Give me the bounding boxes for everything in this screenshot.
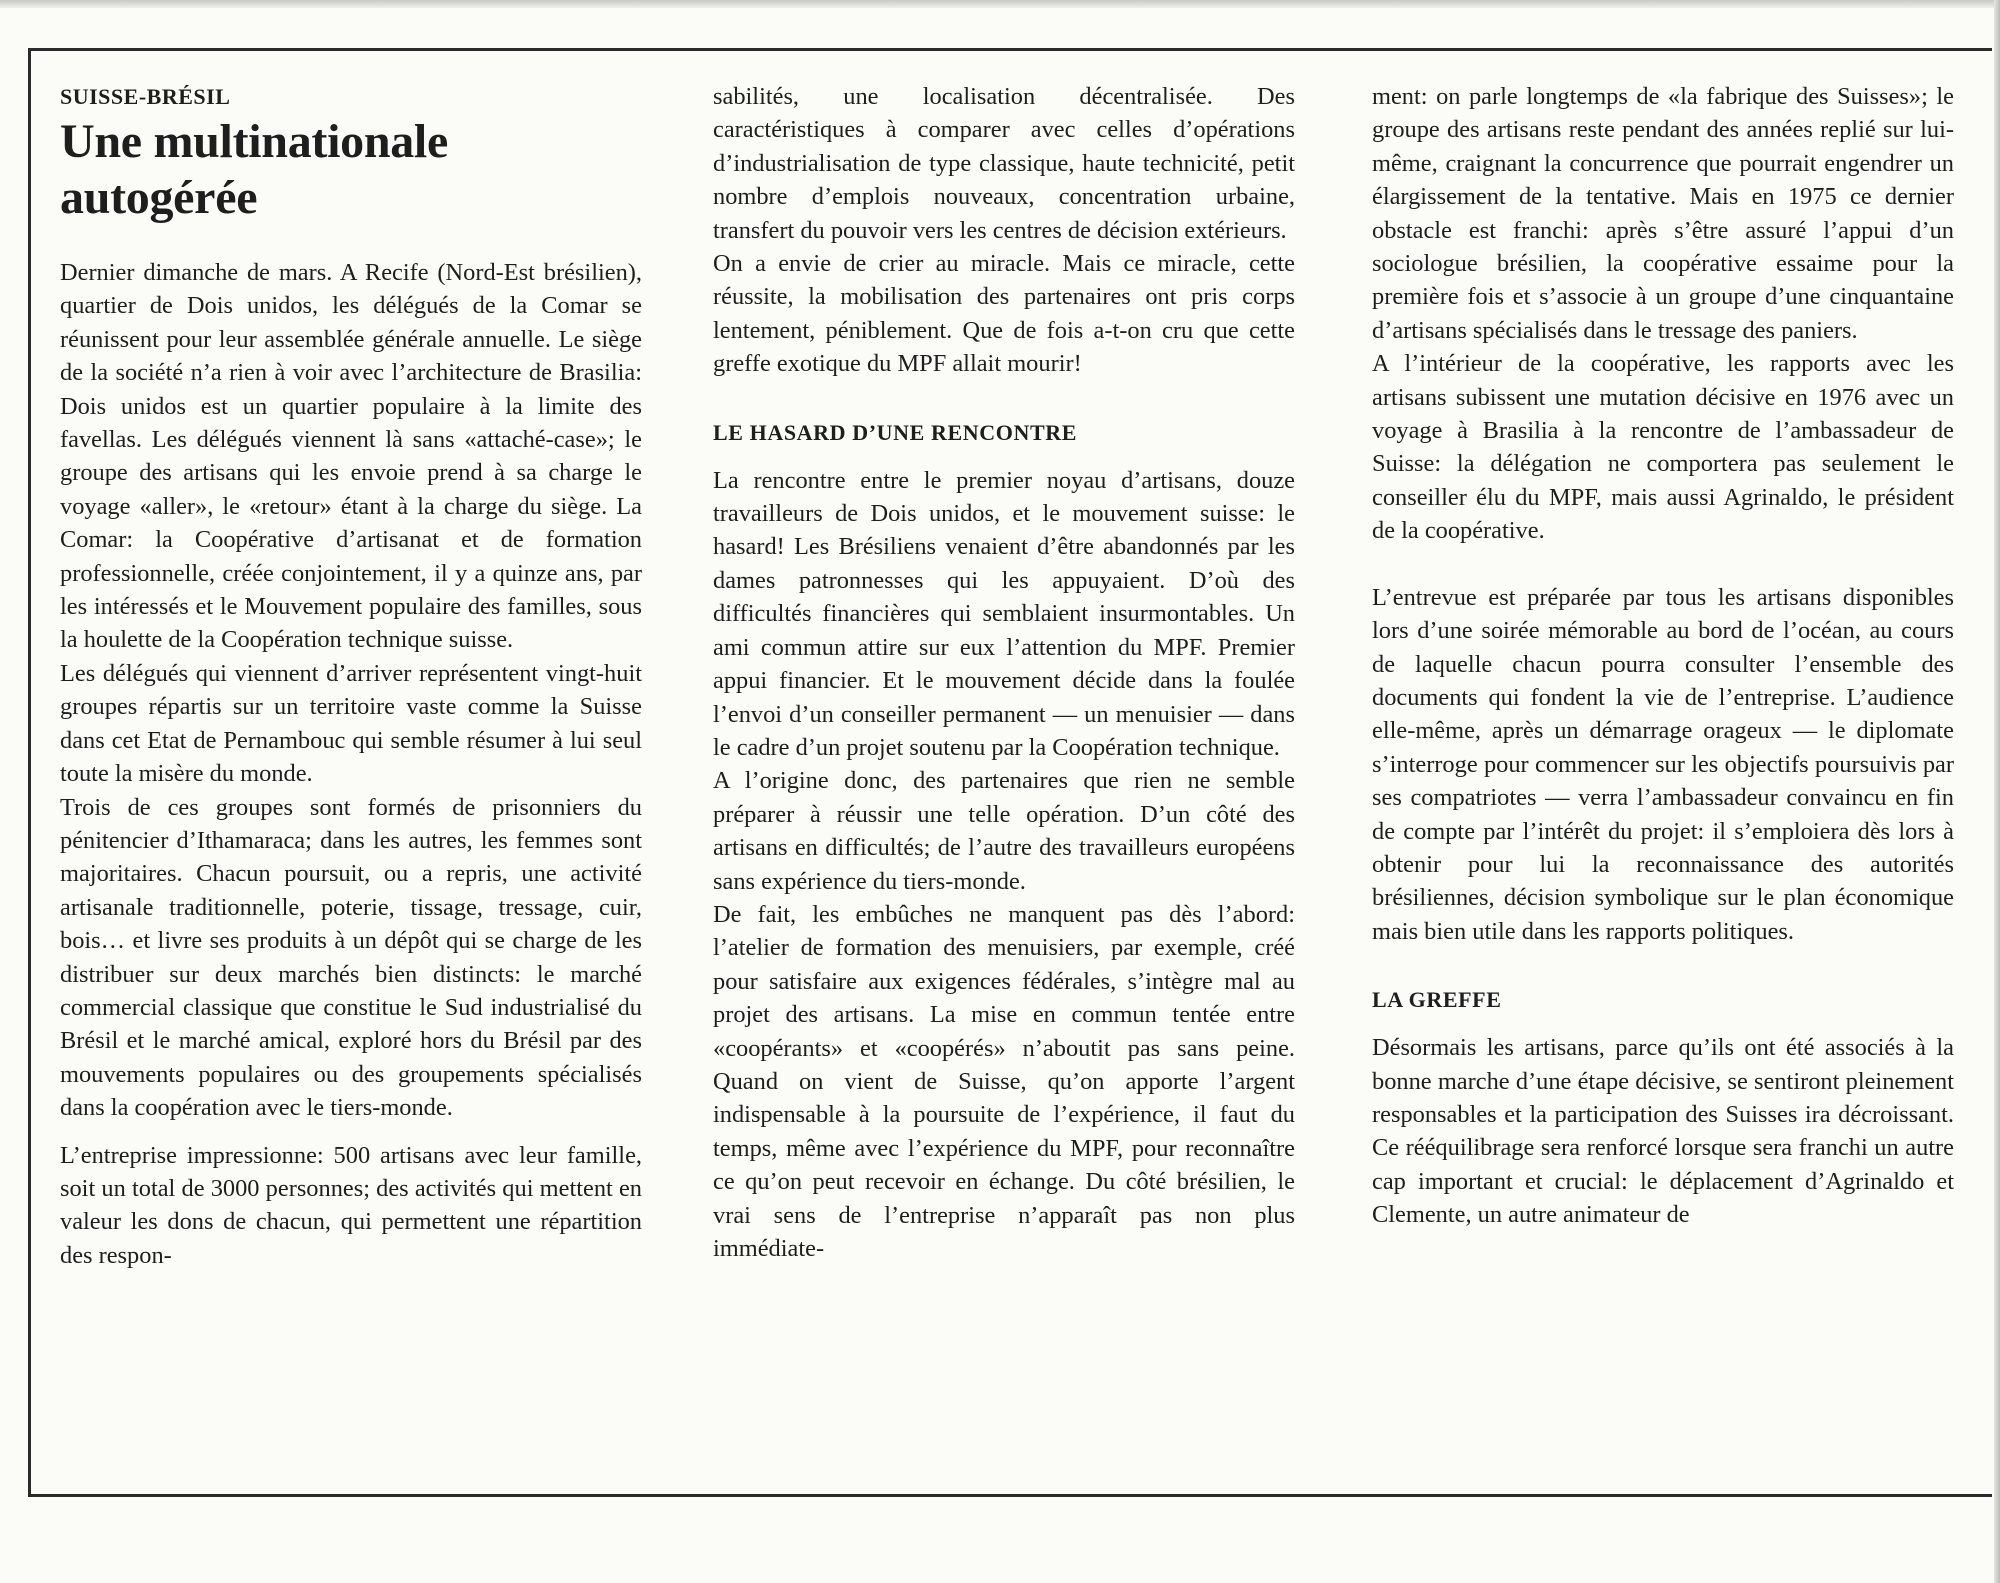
paragraph: Les délégués qui viennent d’arriver représentent vingt-huit groupes répartis sur un territoire vaste comme la Suisse dans cet Etat de Pernambouc qui semble résumer à lui seul toute la misère du monde.	[60, 659, 642, 788]
paragraph: A l’origine donc, des partenaires que rien ne semble préparer à réussir une telle opération. D’un côté des artisans en difficultés; de l’autre des travailleurs européens sans expérience du tiers-monde.	[713, 767, 1295, 895]
paragraph-gap	[60, 1125, 642, 1139]
section-heading: LA GREFFE	[1372, 987, 1502, 1013]
paragraph: Désormais les artisans, parce qu’ils ont été associés à la bonne marche d’une étape décisive, se sentiront pleinement responsables et la participation des Suisses ira décroissant. Ce rééquilibrage sera renforcé lorsque sera franchi un autre cap important et crucial: le déplacement d’Agrinaldo et Clemente, un autre animateur de	[1372, 1034, 1954, 1229]
section-heading: LE HASARD D’UNE RENCONTRE	[713, 419, 1077, 445]
section-gap	[1372, 948, 1954, 981]
article-title: Une multinationale autogérée	[60, 115, 448, 224]
paragraph: L’entrevue est préparée par tous les artisans disponibles lors d’une soirée mémorable au bord de l’océan, au cours de laquelle chacun pourra consulter l’ensemble des documents qui fondent la vie de l’entreprise. L’audience elle-même, après un démarrage orageux — le diplomate s’interroge pour commencer sur les objectifs poursuivis par ses compatriotes — verra l’ambassadeur convaincu en fin de compte par l’intérêt du projet: il s’emploiera dès lors à obtenir pour lui la reconnaissance des autorités brésiliennes, décision symbolique sur le plan économique mais bien utile dans les rapports politiques.	[1372, 583, 1954, 945]
paragraph: Trois de ces groupes sont formés de prisonniers du pénitencier d’Ithamaraca; dans les autres, les femmes sont majoritaires. Chacun poursuit, ou a repris, une activité artisanale traditionnelle, poterie, tissage, tressage, cuir, bois… et livre ses produits à un dépôt qui se charge de les distribuer sur deux marchés bien distincts: le marché commercial classique que constitue le Sud industrialisé du Brésil et le marché amical, exploré hors du Brésil par des mouvements populaires ou des groupements spécialisés dans la coopération avec le tiers-monde.	[60, 793, 642, 1122]
paragraph: De fait, les embûches ne manquent pas dès l’abord: l’atelier de formation des menuisiers, par exemple, créé pour satisfaire aux exigences fédérales, s’intègre mal au projet des artisans. La mise en commun tentée entre «coopérants» et «coopérés» n’aboutit pas sans peine. Quand on vient de Suisse, qu’on apporte l’argent indispensable à la poursuite de l’expérience, il faut du temps, même avec l’expérience du MPF, pour reconnaître ce qu’on peut recevoir en échange. Du côté brésilien, le vrai sens de l’entreprise n’apparaît pas non plus immédiate-	[713, 900, 1295, 1262]
paragraph: sabilités, une localisation décentralisée. Des caractéristiques à comparer avec celles d’opérations d’industrialisation de type classique, haute technicité, petit nombre d’emplois nouveaux, concentration urbaine, transfert du pouvoir vers les centres de décision extérieurs.	[713, 83, 1295, 244]
paragraph: On a envie de crier au miracle. Mais ce miracle, cette réussite, la mobilisation des partenaires ont pris corps lentement, péniblement. Que de fois a-t-on cru que cette greffe exotique du MPF allait mourir!	[713, 250, 1295, 378]
column-3	[1372, 80, 1954, 1460]
paragraph: A l’intérieur de la coopérative, les rapports avec les artisans subissent une mutation décisive en 1976 avec un voyage à Brasilia à la rencontre de l’ambassadeur de Suisse: la délégation ne comportera pas seulement le conseiller élu du MPF, mais aussi Agrinaldo, le président de la coopérative.	[1372, 350, 1954, 545]
article-kicker: SUISSE-BRÉSIL	[60, 84, 231, 109]
section-gap	[713, 381, 1295, 414]
column-1	[60, 80, 642, 1460]
column-2	[713, 80, 1295, 1460]
paragraph-gap	[1372, 548, 1954, 581]
scan-right-edge	[1994, 0, 2000, 1583]
scan-top-edge	[0, 0, 2000, 8]
paragraph: La rencontre entre le premier noyau d’artisans, douze travailleurs de Dois unidos, et le mouvement suisse: le hasard! Les Brésiliens venaient d’être abandonnés par les dames patronnesses qui les appuyaient. D’où des difficultés financières qui semblaient insurmontables. Un ami commun attire sur eux l’attention du MPF. Premier appui financier. Et le mouvement décide dans la foulée l’envoi d’un conseiller permanent — un menuisier — dans le cadre d’un projet soutenu par la Coopération technique.	[713, 466, 1295, 761]
paragraph: Dernier dimanche de mars. A Recife (Nord-Est brésilien), quartier de Dois unidos, les délégués de la Comar se réunissent pour leur assemblée générale annuelle. Le siège de la société n’a rien à voir avec l’architecture de Brasilia: Dois unidos est un quartier populaire à la limite des favellas. Les délégués viennent là sans «attaché-case»; le groupe des artisans qui les envoie prend à sa charge le voyage «aller», le «retour» étant à la charge du siège. La Comar: la Coopérative d’artisanat et de formation professionnelle, créée conjointement, il y a quinze ans, par les intéressés et le Mouvement populaire des familles, sous la houlette de la Coopération technique suisse.	[60, 259, 642, 654]
paragraph: L’entreprise impressionne: 500 artisans avec leur famille, soit un total de 3000 personnes; des activités qui mettent en valeur les dons de chacun, qui permettent une répartition des respon-	[60, 1141, 642, 1269]
paragraph: ment: on parle longtemps de «la fabrique des Suisses»; le groupe des artisans reste pendant des années replié sur lui-même, craignant la concurrence que pourrait engendrer un élargissement de la tentative. Mais en 1975 ce dernier obstacle est franchi: après s’être assuré l’appui d’un sociologue brésilien, la coopérative essaime pour la première fois et s’associe à un groupe d’une cinquantaine d’artisans spécialisés dans le tressage des paniers.	[1372, 83, 1954, 344]
